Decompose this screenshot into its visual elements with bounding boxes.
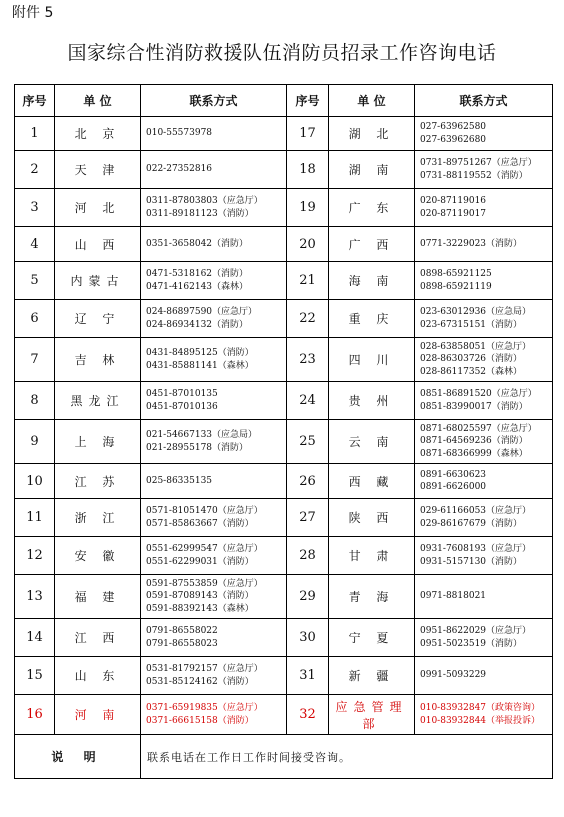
phone-number: 024-86934132（消防） [146,319,249,330]
contact-cell [141,575,287,619]
unit-name: 湖 北 [329,117,415,151]
row-number: 6 [15,300,55,338]
unit-name: 上 海 [55,420,141,464]
contact-cell [141,300,287,338]
table-row [15,537,553,575]
page-title: 国家综合性消防救援队伍消防员招录工作咨询电话 [67,42,497,64]
phone-number: 010-83932847（政策咨询） [420,703,541,714]
unit-name: 浙 江 [55,499,141,537]
row-number: 5 [15,262,55,300]
row-number: 9 [15,420,55,464]
phone-number: 0451-87010136 [146,401,218,412]
unit-name: 江 西 [55,619,141,657]
phone-number: 0571-85863667（消防） [146,518,254,529]
unit-name: 天 津 [55,151,141,189]
phone-number: 023-63012936（应急局） [420,307,532,318]
row-number: 3 [15,189,55,227]
contact-cell [415,189,553,227]
phone-number: 0531-81792157（应急厅） [146,664,263,675]
unit-name: 安 徽 [55,537,141,575]
row-number: 13 [15,575,55,619]
phone-number: 0891-6626000 [420,482,487,492]
table-header-row [15,85,553,117]
phone-number: 0931-5157130（消防） [420,556,523,567]
phone-number: 0351-3658042（消防） [146,238,249,249]
header-no: 序号 [15,85,55,117]
row-number: 16 [15,695,55,735]
unit-name: 四 川 [329,338,415,382]
unit-name: 福 建 [55,575,141,619]
phone-number: 028-63858051（应急厅） [420,341,532,352]
unit-name: 重 庆 [329,300,415,338]
unit-name: 广 西 [329,227,415,262]
row-number: 8 [15,382,55,420]
contact-cell [141,382,287,420]
table-row [15,499,553,537]
contact-cell [415,499,553,537]
table-row [15,382,553,420]
row-number: 32 [287,695,329,735]
row-number: 28 [287,537,329,575]
phone-number: 0991-5093229 [420,670,487,681]
phone-number: 0951-5023519（消防） [420,638,523,649]
phone-number: 0371-65919835（应急厅） [146,703,263,714]
row-number: 24 [287,382,329,420]
phone-number: 010-83932844（举报投诉） [420,715,541,726]
unit-name: 海 南 [329,262,415,300]
contact-cell [141,227,287,262]
table-row [15,657,553,695]
contact-cell [415,537,553,575]
contact-table [14,84,553,779]
row-number: 11 [15,499,55,537]
phone-number: 0591-87089143（消防） [146,591,254,602]
phone-number: 020-87119017 [420,208,487,219]
phone-number: 021-54667133（应急局） [146,430,258,441]
row-number: 17 [287,117,329,151]
unit-name: 青 海 [329,575,415,619]
unit-name: 云 南 [329,420,415,464]
phone-number: 027-63962580 [420,122,487,133]
unit-name: 宁 夏 [329,619,415,657]
contact-cell [415,338,553,382]
unit-name: 河 南 [55,695,141,735]
row-number: 1 [15,117,55,151]
table-row [15,189,553,227]
note-text: 联系电话在工作日工作时间接受咨询。 [141,735,553,779]
row-number: 22 [287,300,329,338]
row-number: 18 [287,151,329,189]
unit-name: 北 京 [55,117,141,151]
row-number: 4 [15,227,55,262]
phone-number: 0551-62999547（应急厅） [146,544,263,555]
phone-number: 0431-85881141（森林） [146,360,254,371]
note-row [15,735,553,779]
table-row [15,300,553,338]
phone-number: 0731-88119552（消防） [420,170,528,181]
phone-number: 0898-65921125 [420,269,492,280]
header-contact: 联系方式 [141,85,287,117]
phone-number: 0311-87803803（应急厅） [146,196,263,207]
table-row [15,464,553,499]
header-no: 序号 [287,85,329,117]
row-number: 23 [287,338,329,382]
phone-number: 021-28955178（消防） [146,442,249,453]
phone-number: 0591-88392143（森林） [146,603,254,614]
phone-number: 0571-81051470（应急厅） [146,506,263,517]
unit-name: 新 疆 [329,657,415,695]
unit-name: 山 东 [55,657,141,695]
phone-number: 0891-6630623 [420,469,487,480]
contact-cell [141,420,287,464]
phone-number: 022-27352816 [146,164,213,175]
phone-number: 0898-65921119 [420,281,492,292]
unit-name: 西 藏 [329,464,415,499]
contact-cell [141,464,287,499]
contact-cell [141,657,287,695]
unit-name: 江 苏 [55,464,141,499]
contact-cell [141,537,287,575]
phone-number: 020-87119016 [420,196,487,207]
row-number: 26 [287,464,329,499]
phone-number: 0931-7608193（应急厅） [420,544,532,555]
phone-number: 0731-89751267（应急厅） [420,158,537,169]
phone-number: 0551-62299031（消防） [146,556,254,567]
phone-number: 0471-4162143（森林） [146,281,249,292]
table-row [15,151,553,189]
contact-cell [141,151,287,189]
table-row [15,695,553,735]
unit-name: 广 东 [329,189,415,227]
unit-name: 应急管理部 [329,695,415,735]
table-row [15,338,553,382]
phone-number: 0591-87553859（应急厅） [146,578,263,589]
row-number: 2 [15,151,55,189]
table-row [15,227,553,262]
contact-cell [141,499,287,537]
contact-cell [415,420,553,464]
row-number: 27 [287,499,329,537]
contact-cell [415,575,553,619]
row-number: 20 [287,227,329,262]
unit-name: 贵 州 [329,382,415,420]
phone-number: 025-86335135 [146,475,213,486]
contact-cell [415,300,553,338]
table-row [15,575,553,619]
table-row [15,420,553,464]
contact-cell [415,382,553,420]
contact-cell [141,695,287,735]
row-number: 21 [287,262,329,300]
contact-cell [141,189,287,227]
unit-name: 河 北 [55,189,141,227]
phone-number: 0851-83990017（消防） [420,401,528,412]
phone-number: 0871-68366999（森林） [420,448,528,459]
phone-number: 0771-3229023（消防） [420,238,523,249]
row-number: 10 [15,464,55,499]
unit-name: 山 西 [55,227,141,262]
attachment-label: 附件 5 [12,5,54,21]
phone-number: 023-67315151（消防） [420,319,523,330]
phone-number: 0471-5318162（消防） [146,269,249,280]
unit-name: 甘 肃 [329,537,415,575]
phone-number: 0451-87010135 [146,389,218,400]
contact-cell [141,262,287,300]
row-number: 14 [15,619,55,657]
header-unit: 单 位 [329,85,415,117]
phone-number: 0851-86891520（应急厅） [420,389,537,400]
phone-number: 010-55573978 [146,128,213,139]
phone-number: 0311-89181123（消防） [146,208,254,219]
phone-number: 0791-86558023 [146,638,218,649]
row-number: 30 [287,619,329,657]
phone-number: 029-61166053（应急厅） [420,506,532,517]
phone-number: 0871-68025597（应急厅） [420,423,537,434]
table-row [15,262,553,300]
phone-number: 028-86117352（森林） [420,366,523,377]
unit-name: 辽 宁 [55,300,141,338]
contact-cell [415,151,553,189]
phone-number: 0371-66615158（消防） [146,715,254,726]
contact-cell [415,464,553,499]
row-number: 31 [287,657,329,695]
phone-number: 024-86897590（应急厅） [146,307,258,318]
phone-number: 029-86167679（消防） [420,518,523,529]
note-label: 说 明 [15,735,141,779]
phone-number: 0531-85124162（消防） [146,676,254,687]
contact-cell [415,695,553,735]
row-number: 29 [287,575,329,619]
unit-name: 湖 南 [329,151,415,189]
unit-name: 吉 林 [55,338,141,382]
table-row [15,619,553,657]
row-number: 19 [287,189,329,227]
contact-cell [415,657,553,695]
header-contact: 联系方式 [415,85,553,117]
unit-name: 黑龙江 [55,382,141,420]
phone-number: 0951-8622029（应急厅） [420,626,532,637]
contact-cell [141,338,287,382]
unit-name: 陕 西 [329,499,415,537]
contact-cell [141,619,287,657]
phone-number: 0431-84895125（消防） [146,348,254,359]
row-number: 25 [287,420,329,464]
phone-number: 027-63962680 [420,134,487,145]
row-number: 12 [15,537,55,575]
header-unit: 单 位 [55,85,141,117]
row-number: 15 [15,657,55,695]
contact-cell [415,227,553,262]
contact-cell [415,262,553,300]
row-number: 7 [15,338,55,382]
phone-number: 0791-86558022 [146,626,218,637]
phone-number: 0871-64569236（消防） [420,436,528,447]
table-row [15,117,553,151]
phone-number: 0971-8818021 [420,591,487,602]
contact-cell [141,117,287,151]
contact-cell [415,619,553,657]
unit-name: 内蒙古 [55,262,141,300]
phone-number: 028-86303726（消防） [420,354,523,365]
contact-cell [415,117,553,151]
